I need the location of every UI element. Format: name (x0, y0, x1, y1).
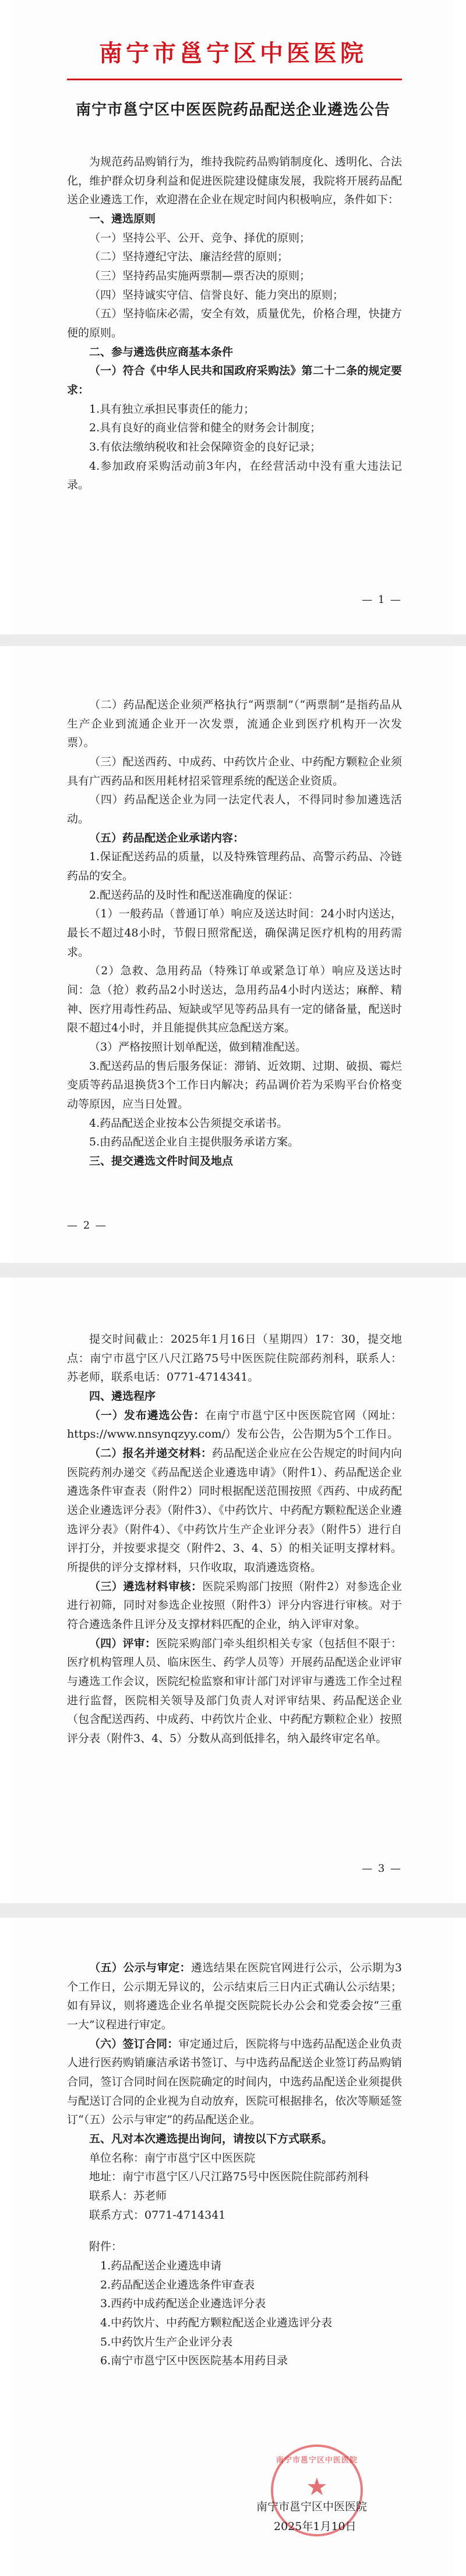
procedure-step-4 (67, 1634, 402, 1748)
section-3-title: 三、提交遴选文件时间及地点 (89, 1155, 234, 1168)
attachment-item: 5.中药饮片生产企业评分表 (100, 2335, 233, 2348)
procedure-step-1 (67, 1406, 402, 1444)
condition-1-item: 4.参加政府采购活动前3年内，在经营活动中没有重大违法记录。 (67, 459, 402, 492)
contact-line: 联系人：苏老师 (89, 2190, 167, 2203)
document-page-4 (12, 1918, 454, 2576)
page-3-body (67, 1330, 402, 1748)
procedure-step-3 (67, 1577, 402, 1634)
attachment-item: 1.药品配送企业遴选申请 (100, 2259, 222, 2273)
condition-4: （四）药品配送企业为同一法定代表人，不得同时参加遴选活动。 (67, 793, 402, 826)
commitment-item: 5.由药品配送企业自主提供服务承诺方案。 (89, 1136, 299, 1149)
step-5-label: （五）公示与审定： (89, 1961, 191, 1974)
red-header-rule (67, 79, 402, 80)
page-4-body (67, 1958, 402, 2371)
hospital-header: 南宁市邕宁区中医医院 (99, 40, 367, 67)
principle-item: （四）坚持诚实守信、信誉良好、能力突出的原则； (89, 288, 344, 301)
spacer (67, 2224, 402, 2237)
page-gap (0, 1263, 466, 1278)
commitment-item: 2.配送药品的及时性和配送准确度的保证： (89, 888, 299, 902)
contact-line: 单位名称：南宁市邕宁区中医医院 (89, 2151, 256, 2165)
principle-item: （一）坚持公平、公开、竞争、择优的原则； (89, 231, 311, 244)
step-4-label: （四）评审： (89, 1637, 157, 1650)
condition-1-item: 1.具有独立承担民事责任的能力； (89, 402, 255, 416)
contact-line: 联系方式：0771-4714341 (89, 2208, 226, 2222)
commitment-item: 1.保证配送药品的质量，以及特殊管理药品、高警示药品、冷链药品的安全。 (67, 850, 402, 883)
step-3-label: （三）遴选材料审核： (89, 1580, 203, 1593)
step-6-text: 审定通过后，医院将与中选药品配送企业负责人进行医药购销廉洁承诺书签订、与中选药品配送企业签订药品购销合同，签订合同时间在医院确定的时间内，中选药品配送企业须提供与配送订合同的企业视为自动放弃，医院可根据排名，依次等顺延签订“（五）公示与审定”的药品配送企业。 (67, 2037, 402, 2127)
condition-5-title: 药品配送企业承诺内容： (122, 831, 245, 845)
submission-info: 提交时间截止：2025年1月16日（星期四）17：30，提交地点：南宁市邕宁区八尺江路75号中医医院住院部药剂科，联系人：苏老师，联系电话：0771-4714341。 (67, 1333, 402, 1384)
page-2-body (67, 696, 402, 1171)
condition-1 (67, 361, 402, 399)
condition-1-item: 2.具有良好的商业信誉和健全的财务会计制度； (89, 421, 322, 435)
step-2-label: （二）报名并递交材料： (89, 1447, 213, 1460)
condition-1-item: 3.有依法缴纳税收和社会保障资金的良好记录； (89, 441, 322, 454)
condition-5-number: （五） (89, 831, 123, 845)
procedure-step-5 (67, 1958, 402, 2035)
attachment-item: 2.药品配送企业遴选条件审查表 (100, 2278, 255, 2291)
attachments-list (67, 2256, 402, 2371)
seal-star-icon: ★ (306, 2472, 328, 2501)
section-2-title: 二、参与遴选供应商基本条件 (89, 345, 234, 359)
condition-2: （二）药品配送企业须严格执行“两票制”（“两票制”是指药品从生产企业到流通企业开一次发票，流通企业到医疗机构开一次发票）。 (67, 698, 402, 750)
signing-organization: 南宁市邕宁区中医医院 (256, 2500, 368, 2513)
document-page-2 (12, 646, 454, 1263)
principle-item: （二）坚持遵纪守法、廉洁经营的原则； (89, 250, 289, 264)
attachments-label: 附件： (89, 2240, 123, 2254)
signature-block (256, 2497, 367, 2536)
commitment-item: 3.配送药品的售后服务保证：滞销、近效期、过期、破损、霉烂变质等药品退换货3个工作日内解决；药品调价若为采购平台价格变动等原因，应当日处置。 (67, 1059, 402, 1111)
step-3-text: 医院采购部门按照（附件2）对参选企业进行初筛，同时对参选企业按照（附件3）评分内容进行审核。对于符合遴选条件且评分及支撑材料匹配的企业，纳入评审对象。 (67, 1580, 402, 1631)
condition-3: （三）配送西药、中成药、中药饮片企业、中药配方颗粒企业须具有广西药品和医用耗材招采管理系统的配送企业资质。 (67, 755, 402, 787)
contact-line: 地址：南宁市邕宁区八尺江路75号中医医院住院部药剂科 (89, 2170, 369, 2184)
condition-1-title: 符合《中华人民共和国政府采购法》第二十二条的规定要求： (67, 364, 402, 397)
step-5-text: 遴选结果在医院官网进行公示，公示期为3个工作日，公示期无异议的，公示结束后三日内正式确认公示结果；如有异议，则将遴选企业名单提交医院院长办公会和党委会按“三重一大”议程进行审定。 (67, 1961, 402, 2032)
commitment-item: （1）一般药品（普通订单）响应及送达时间：24小时内送达，最长不超过48小时，节假日照常配送，确保满足医疗机构的用药需求。 (67, 907, 402, 959)
page-gap (0, 634, 466, 646)
page-1-body (67, 152, 402, 495)
condition-5 (67, 829, 402, 848)
principle-item: （三）坚持药品实施两票制—票否决的原则； (89, 269, 311, 283)
step-2-text: 药品配送企业应在公告规定的时间内向医院药剂办递交《药品配送企业遴选申请》（附件1）、药品配送企业遴选条件审查表（附件2）同时根据配送范围按照《西药、中成药配送企业遴选评分表》（附件3）、《中药饮片、中药配方颗粒配送企业遴选评分表》（附件4）、《中药饮片生产企业评分表》（附件5）进行自评打分，并按要求提交（附件2、3、4、5）的相关证明支撑材料。所提供的评分支撑材料，只作收取，取消遴选资格。 (67, 1447, 402, 1574)
intro-paragraph: 为规范药品购销行为，维持我院药品购销制度化、透明化、合法化，维护群众切身利益和促进医院建设健康发展，我院将开展药品配送企业遴选工作，欢迎潜在企业在规定时间内积极响应，条件如下： (67, 155, 402, 207)
attachment-item: 6.南宁市邕宁区中医医院基本用药目录 (100, 2354, 288, 2368)
section-1-title: 一、遴选原则 (89, 212, 156, 226)
commitment-item: （3）严格按照计划单配送，做到精准配送。 (89, 1041, 307, 1054)
signing-date: 2025年1月10日 (274, 2520, 356, 2534)
seal-text: 南宁市邕宁区中医医院 (276, 2456, 358, 2465)
page-number: — 1 — (362, 594, 402, 606)
procedure-step-6 (67, 2035, 402, 2130)
document-page-1 (12, 0, 454, 634)
attachment-item: 3.西药中成药配送企业遴选评分表 (100, 2297, 266, 2311)
page-number: — 3 — (362, 1862, 402, 1875)
page-number: — 2 — (67, 1219, 107, 1232)
step-4-text: 医院采购部门牵头组织相关专家（包括但不限于：医疗机构管理人员、临床医生、药学人员等）开展药品配送企业评审与遴选工作会议，医院纪检监察和审计部门对评审与遴选工作全过程进行监督，医院相关领导及部门负责人对评审结果、药品配送企业（包含配送西药、中成药、中药饮片企业、中药配方颗粒企业）按照评分表（附件3、4、5）分数从高到低排名，纳入最终审定名单。 (67, 1637, 402, 1745)
commitment-item: （2）急救、急用药品（特殊订单或紧急订单）响应及送达时间：急（抢）救药品2小时送达，急用药品4小时内送达；麻醉、精神、医疗用毒性药品、短缺或罕见等药品具有一定的储备量，配送时限不超过4小时，并且能提供其应急配送方案。 (67, 964, 402, 1035)
page-gap (0, 1903, 466, 1918)
principle-item: （五）坚持临床必需，安全有效，质量优先，价格合理，快捷方便的原则。 (67, 307, 402, 340)
section-5-title: 五、凡对本次遴选提出询问，请按以下方式联系。 (89, 2133, 333, 2146)
condition-1-number: （一） (89, 364, 123, 378)
step-1-label: （一）发布遴选公告： (89, 1408, 206, 1422)
notice-title: 南宁市邕宁区中医医院药品配送企业遴选公告 (75, 101, 390, 119)
step-1-text: 在南宁市邕宁区中医医院官网（网址：https://www.nnsynqzyy.com/）发布公告，公告期为5个工作日。 (67, 1408, 402, 1441)
step-6-label: （六）签订合同： (89, 2037, 179, 2050)
document-page-3 (12, 1278, 454, 1903)
attachment-item: 4.中药饮片、中药配方颗粒配送企业遴选评分表 (100, 2316, 333, 2330)
commitment-item: 4.药品配送企业按本公告须提交承诺书。 (89, 1116, 288, 1130)
procedure-step-2 (67, 1444, 402, 1577)
section-4-title: 四、遴选程序 (89, 1390, 156, 1403)
